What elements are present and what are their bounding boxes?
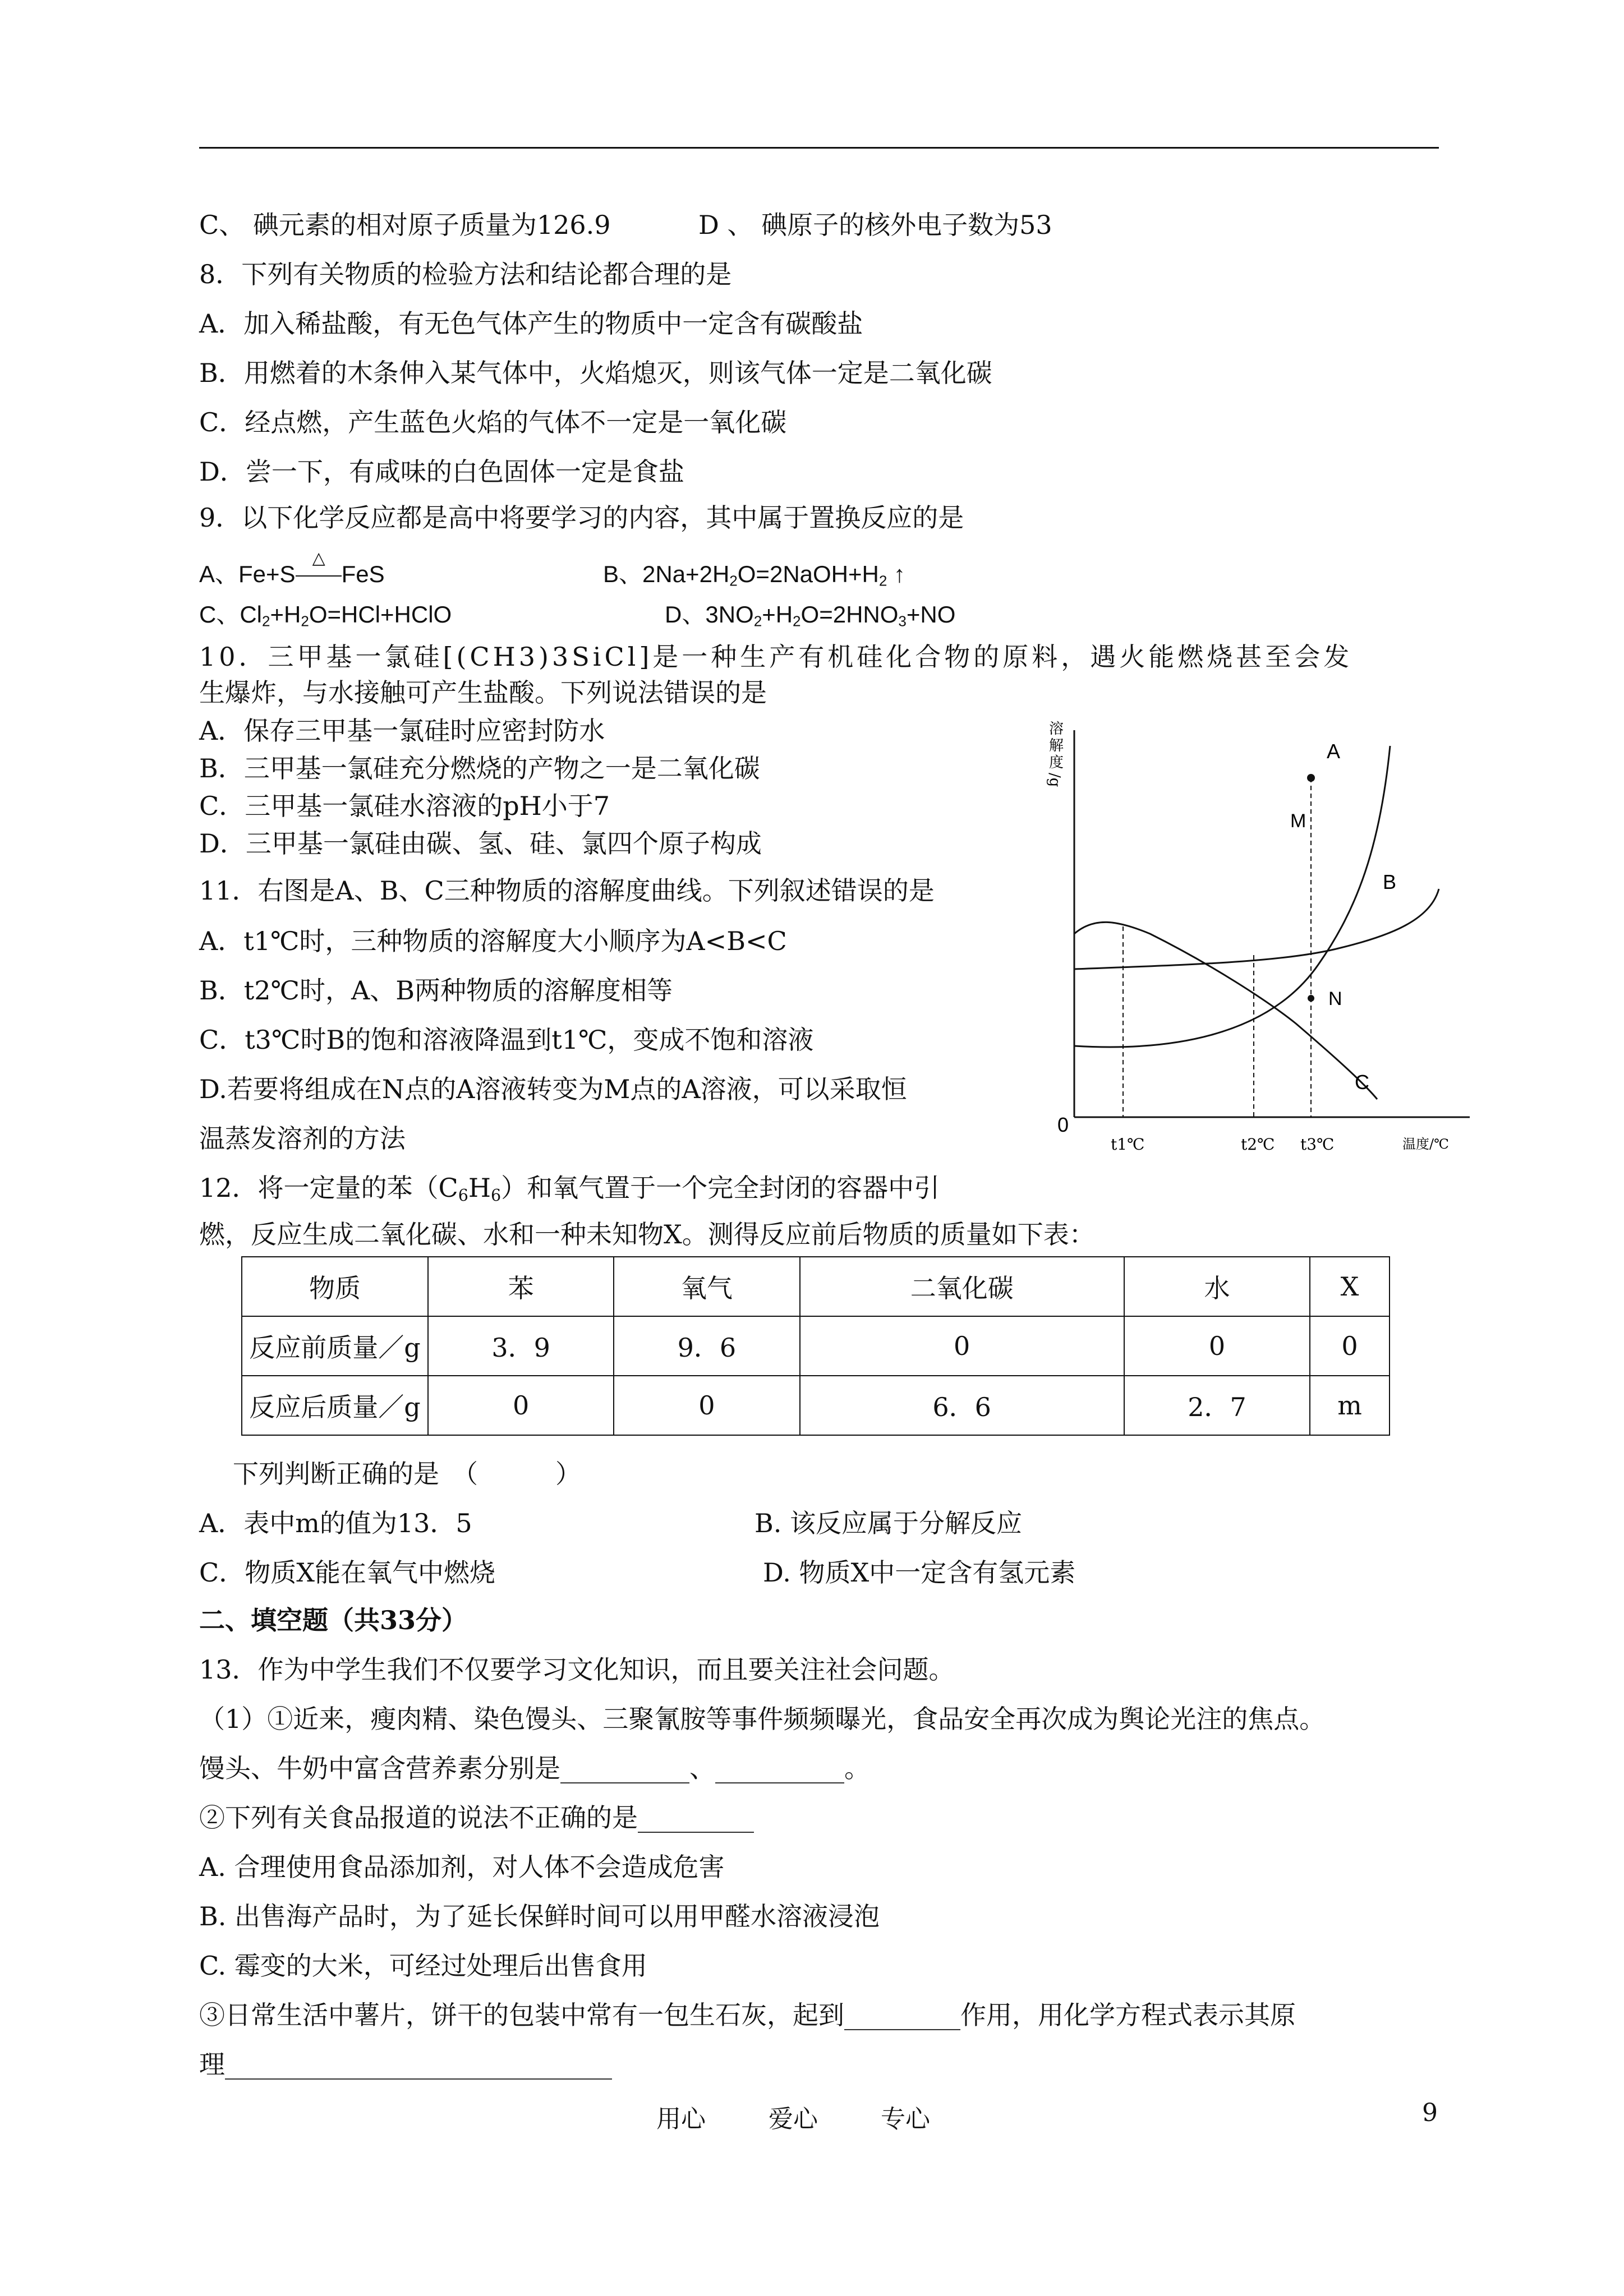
y-axis-label-1: 溶 [1049,721,1064,737]
q13-stem: 13．作为中学生我们不仅要学习文化知识，而且要关注社会问题。 [199,1654,955,1685]
point-m-label: M [1290,810,1306,832]
q8-option-a: A．加入稀盐酸，有无色气体产生的物质中一定含有碳酸盐 [199,308,863,339]
table-cell: m [1310,1376,1390,1435]
curve-c-label: C [1355,1071,1369,1094]
q12-option-b: B. 该反应属于分解反应 [755,1508,1023,1538]
t3-label: t3℃ [1300,1135,1335,1154]
table-cell: 0 [1124,1316,1310,1376]
table-header-cell: X [1310,1257,1390,1316]
table-header-cell: 物质 [242,1257,428,1316]
q11-option-b: B．t2℃时，A、B两种物质的溶解度相等 [199,975,673,1006]
q9-option-d: D、$3NO_2+H_2O=2HNO_3+NO$ [665,601,956,630]
table-cell: 0 [800,1316,1124,1376]
page-number: 9 [1422,2099,1438,2127]
section-2-title: 二、填空题（共33分） [199,1605,468,1635]
footer-slogan-1: 用心 [656,2105,706,2133]
table-header-cell: 苯 [428,1257,614,1316]
solubility-curve-figure [1043,718,1481,1161]
q9-option-a: A、Fe+S △ FeS [199,549,385,587]
q13-part3-line1: ③日常生活中薯片，饼干的包装中常有一包生石灰，起到_________作用，用化学方程式表示其原 [199,2000,1296,2030]
q10-option-a: A．保存三甲基一氯硅时应密封防水 [199,716,605,746]
q11-stem: 11．右图是A、B、C三种物质的溶解度曲线。下列叙述错误的是 [199,875,935,906]
table-cell: 反应后质量／g [242,1376,428,1435]
q13-part3-line2: 理______________________________ [199,2049,612,2080]
mass-table [241,1256,1390,1436]
q11-option-a: A．t1℃时，三种物质的溶解度大小顺序为A<B<C [199,926,787,956]
q11-option-d-line2: 温蒸发溶剂的方法 [199,1123,406,1154]
q9-option-b: B、$2Na+2H_2O=2NaOH+H_2$ ↑ [603,561,906,589]
table-header-cell: 水 [1124,1257,1310,1316]
table-cell: 2．7 [1124,1376,1310,1435]
q12-judge: 下列判断正确的是 （ ） [233,1459,581,1489]
q10-option-b: B．三甲基一氯硅充分燃烧的产物之一是二氧化碳 [199,753,760,783]
y-axis-label-4: /g [1046,773,1063,787]
q11-option-c: C．t3℃时B的饱和溶液降温到t1℃，变成不饱和溶液 [199,1025,814,1055]
q7-option-c: C、 碘元素的相对原子质量为126.9 [199,210,611,240]
point-n-label: N [1328,988,1342,1009]
header-rule [199,147,1439,149]
footer-slogan-2: 爱心 [769,2105,818,2133]
q12-stem-line1: 12．将一定量的苯$(C_6H_6)$和氧气置于一个完全封闭的容器中引 [199,1173,940,1205]
q10-stem-line2: 生爆炸，与水接触可产生盐酸。下列说法错误的是 [199,677,767,708]
q10-option-d: D．三甲基一氯硅由碳、氢、硅、氯四个原子构成 [199,828,762,859]
q8-option-c: C．经点燃，产生蓝色火焰的气体不一定是一氧化碳 [199,407,787,437]
x-axis-label: 温度/℃ [1402,1136,1449,1152]
origin-label: 0 [1057,1113,1069,1136]
table-row [242,1376,1390,1435]
table-cell: 0 [614,1376,799,1435]
q11-option-d-line1: D.若要将组成在N点的A溶液转变为M点的A溶液，可以采取恒 [199,1074,907,1104]
q13-part2-option-a: A. 合理使用食品添加剂，对人体不会造成危害 [199,1852,725,1882]
q12-option-c: C．物质X能在氧气中燃烧 [199,1557,495,1588]
t1-label: t1℃ [1111,1135,1145,1154]
q12-stem-line2: 燃，反应生成二氧化碳、水和一种未知物X。测得反应前后物质的质量如下表： [199,1219,1095,1250]
curve-b-line [1074,889,1439,969]
table-header-cell: 氧气 [614,1257,799,1316]
q8-stem: 8．下列有关物质的检验方法和结论都合理的是 [199,259,732,289]
q13-part2-option-c: C. 霉变的大米，可经过处理后出售食用 [199,1951,647,1981]
t2-label: t2℃ [1241,1135,1275,1154]
table-header-cell: 二氧化碳 [800,1257,1124,1316]
q8-option-d: D．尝一下，有咸味的白色固体一定是食盐 [199,457,684,487]
y-axis-label-3: 度 [1049,754,1064,771]
q7-option-d: D 、 碘原子的核外电子数为53 [698,210,1052,240]
q10-option-c: C．三甲基一氯硅水溶液的pH小于7 [199,791,610,821]
table-cell: 0 [428,1376,614,1435]
q12-option-d: D. 物质X中一定含有氢元素 [763,1557,1076,1588]
q9-stem: 9．以下化学反应都是高中将要学习的内容，其中属于置换反应的是 [199,502,964,533]
point-n [1308,995,1314,1002]
footer-slogan-3: 专心 [881,2105,930,2133]
table-cell: 0 [1310,1316,1390,1376]
table-row [242,1316,1390,1376]
q13-part1-line1: （1）①近来，瘦肉精、染色馒头、三聚氰胺等事件频频曝光，食品安全再次成为舆论光注的焦点。 [199,1704,1326,1734]
curve-c-line [1074,922,1377,1099]
q8-option-b: B．用燃着的木条伸入某气体中，火焰熄灭，则该气体一定是二氧化碳 [199,358,992,388]
table-header-row [242,1257,1390,1316]
q12-option-a: A．表中m的值为13．5 [199,1508,472,1538]
point-m [1307,774,1315,782]
curve-b-label: B [1383,870,1397,893]
q13-part2-option-b: B. 出售海产品时，为了延长保鲜时间可以用甲醛水溶液浸泡 [199,1901,880,1931]
q10-stem-line1: 10．三甲基一氯硅[(CH3)3SiCl]是一种生产有机硅化合物的原料，遇火能燃烧甚至会发 [199,642,1353,672]
table-cell: 6．6 [800,1376,1124,1435]
curve-a-label: A [1327,740,1341,763]
curve-a-line [1074,746,1390,1047]
y-axis-label-2: 解 [1049,737,1064,754]
table-cell: 9．6 [614,1316,799,1376]
table-cell: 3．9 [428,1316,614,1376]
table-cell: 反应前质量／g [242,1316,428,1376]
q13-part2-stem: ②下列有关食品报道的说法不正确的是_________ [199,1802,754,1833]
q13-part1-line2: 馒头、牛奶中富含营养素分别是__________、__________。 [199,1753,870,1783]
q9-option-c: C、$Cl_2+H_2O=HCl+HClO$ [199,601,452,630]
